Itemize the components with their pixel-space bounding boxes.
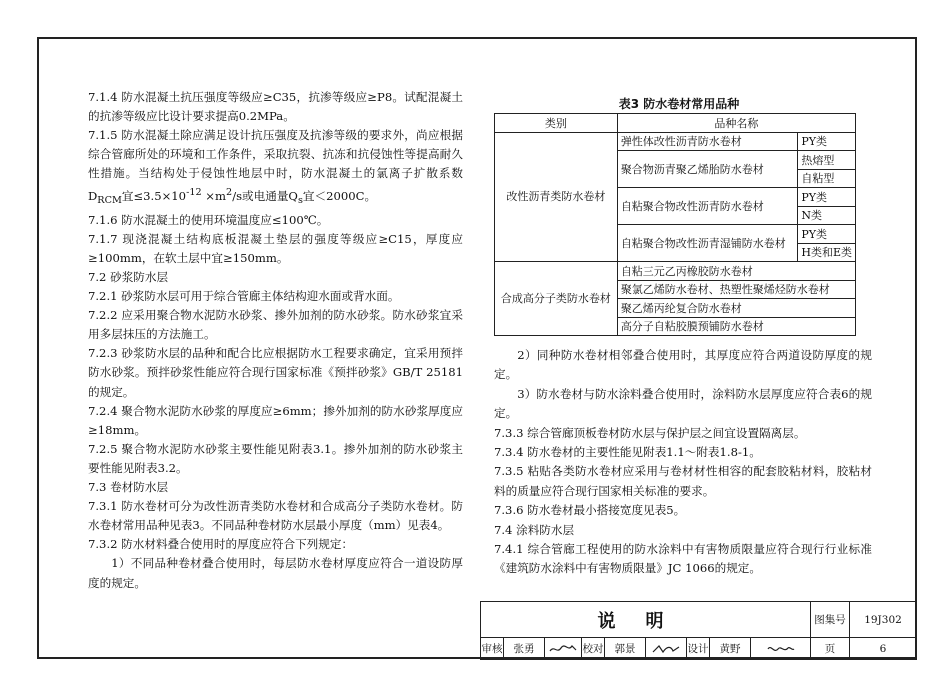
table3-cell: 弹性体改性沥青防水卷材: [617, 132, 798, 151]
review-name: 张勇: [504, 638, 545, 660]
table3-cell: PY类: [798, 188, 856, 207]
design-label: 设计: [687, 638, 710, 660]
table3-header-category: 类别: [495, 114, 618, 133]
table3-cell: 自粘聚合物改性沥青湿铺防水卷材: [617, 225, 798, 262]
design-signature: [751, 638, 811, 660]
para-7-2-3: 7.2.3 砂浆防水层的品种和配合比应根据防水工程要求确定，宜采用预拌防水砂浆。预拌砂浆性能应符合现行国家标准《预拌砂浆》GB/T 25181的规定。: [88, 346, 463, 399]
design-name: 黄野: [710, 638, 751, 660]
review-signature: [545, 638, 582, 660]
left-column: [88, 88, 463, 593]
para-7-2-2: 7.2.2 应采用聚合物水泥防水砂浆、掺外加剂的防水砂浆。防水砂浆宜采用多层抹压的方法施工。: [88, 308, 463, 342]
table3-cell: 自粘型: [798, 169, 856, 188]
page-label: 页: [811, 638, 850, 660]
para-7-2-5: 7.2.5 聚合物水泥防水砂浆主要性能见附表3.1。掺外加剂的防水砂浆主要性能见附表3.2。: [88, 441, 463, 475]
table3-cell: 聚乙烯丙纶复合防水卷材: [617, 299, 855, 318]
para-7-3-3: 7.3.3 综合管廊顶板卷材防水层与保护层之间宜设置隔离层。: [494, 425, 806, 440]
para-7-2-4: 7.2.4 聚合物水泥防水砂浆的厚度应≥6mm；掺外加剂的防水砂浆厚度应≥18mm。: [88, 403, 463, 437]
table3-cell: 自粘聚合物改性沥青防水卷材: [617, 188, 798, 225]
table3-title: 表3 防水卷材常用品种: [618, 97, 740, 111]
para-7-3-5: 7.3.5 粘贴各类防水卷材应采用与卷材材性相容的配套胶粘材料，胶粘材料的质量应符合现行国家相关标准的要求。: [494, 464, 872, 498]
para-7-3-2: 7.3.2 防水材料叠合使用时的厚度应符合下列规定：: [88, 537, 354, 552]
table3-cell: 高分子自粘胶膜预铺防水卷材: [617, 317, 855, 336]
table3-cell: 自粘三元乙丙橡胶防水卷材: [617, 262, 855, 281]
para-7-3-6: 7.3.6 防水卷材最小搭接宽度见表5。: [494, 503, 686, 518]
table3-category-polymer: 合成高分子类防水卷材: [495, 262, 618, 336]
para-7-4-1: 7.4.1 综合管廊工程使用的防水涂料中有害物质限量应符合现行行业标准《建筑防水涂料中有害物质限量》JC 1066的规定。: [494, 542, 872, 576]
heading-7-2: 7.2 砂浆防水层: [88, 270, 169, 285]
check-signature: [646, 638, 687, 660]
para-7-1-4: 7.1.4 防水混凝土抗压强度等级应≥C35，抗渗等级应≥P8。试配混凝土的抗渗等级应比设计要求提高0.2MPa。: [88, 90, 463, 124]
check-name: 郭景: [605, 638, 646, 660]
page-number: 6: [850, 638, 917, 660]
title-block: [480, 601, 917, 660]
para-7-3-2-item1: 1）不同品种卷材叠合使用时，每层防水卷材厚度应符合一道设防厚度的规定。: [88, 556, 463, 590]
table3-cell: 热熔型: [798, 151, 856, 170]
right-column: [494, 346, 872, 579]
atlas-number: 19J302: [850, 602, 917, 638]
table3-cell: PY类: [798, 225, 856, 244]
para-7-2-1: 7.2.1 砂浆防水层可用于综合管廊主体结构迎水面或背水面。: [88, 289, 400, 304]
para-7-3-1: 7.3.1 防水卷材可分为改性沥青类防水卷材和合成高分子类防水卷材。防水卷材常用品种见表3。不同品种卷材防水层最小厚度（mm）见表4。: [88, 499, 463, 533]
para-7-1-6: 7.1.6 防水混凝土的使用环境温度应≤100℃。: [88, 212, 329, 227]
table3-cell: 聚氯乙烯防水卷材、热塑性聚烯烃防水卷材: [617, 280, 855, 299]
table3-cell: N类: [798, 206, 856, 225]
check-label: 校对: [582, 638, 605, 660]
table3-header-name: 品种名称: [617, 114, 855, 133]
para-7-3-2-item3: 3）防水卷材与防水涂料叠合使用时，涂料防水层厚度应符合表6的规定。: [494, 386, 872, 421]
table3-cell: H类和E类: [798, 243, 856, 262]
table3-cell: PY类: [798, 132, 856, 151]
heading-7-3: 7.3 卷材防水层: [88, 480, 169, 495]
title-block-title: 说明: [481, 602, 811, 638]
table3: [494, 113, 856, 336]
atlas-label: 图集号: [811, 602, 850, 638]
table3-cell: 聚合物沥青聚乙烯胎防水卷材: [617, 151, 798, 188]
heading-7-4: 7.4 涂料防水层: [494, 522, 575, 537]
para-7-1-7: 7.1.7 现浇混凝土结构底板混凝土垫层的强度等级应≥C15，厚度应≥100mm，在软土层中宜≥150mm。: [88, 231, 463, 265]
para-7-3-4: 7.3.4 防水卷材的主要性能见附表1.1～附表1.8-1。: [494, 445, 761, 460]
review-label: 审核: [481, 638, 504, 660]
para-7-1-5: 7.1.5 防水混凝土除应满足设计抗压强度及抗渗等级的要求外，尚应根据综合管廊所处的环境和工作条件，采取抗裂、抗冻和抗侵蚀性等提高耐久性措施。当结构处于侵蚀性地层中时，防水混凝土的氯离子扩散系数$D_{RCM}$宜$\le 3.5\times 10^{-12} \times m^2/s$或电通量$Q_s$宜＜2000C。: [88, 128, 463, 207]
table3-category-modified-bitumen: 改性沥青类防水卷材: [495, 132, 618, 262]
para-7-3-2-item2: 2）同种防水卷材相邻叠合使用时，其厚度应符合两道设防厚度的规定。: [494, 348, 872, 382]
